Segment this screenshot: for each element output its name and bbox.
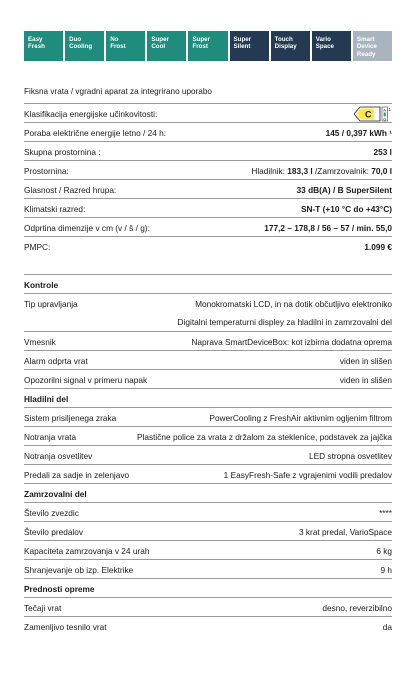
feature-label: Duo <box>69 36 82 43</box>
row-value: 6 kg <box>376 546 392 556</box>
feature-label: Vario <box>315 36 331 43</box>
feature-label: Fresh <box>28 43 45 51</box>
section-heading-fridge <box>24 388 392 407</box>
row-value: LED stropna osvetlitev <box>308 451 392 461</box>
table-row <box>24 331 392 350</box>
product-subtitle: Fiksna vrata / vgradni aparat za integrirano uporabo <box>24 87 212 96</box>
row-value: viden in slišen <box>339 375 392 385</box>
table-row <box>24 445 392 464</box>
row-label: Alarm odprta vrat <box>24 356 88 366</box>
feature-label: Super <box>233 36 252 43</box>
row-value: Monokromatski LCD, in na dotik občutljivo elektroniko <box>195 299 392 309</box>
feature-label: Easy <box>28 36 43 43</box>
spec-row-volume <box>24 160 392 179</box>
feature-label: No <box>110 36 119 43</box>
spec-row-noise <box>24 179 392 198</box>
table-row <box>24 369 392 388</box>
feature-badge-supersilent <box>230 31 269 61</box>
feature-badge-variospace <box>312 31 351 61</box>
feature-badge-touchdisplay <box>271 31 310 61</box>
feature-label: Smart <box>356 36 375 43</box>
section-heading-controls <box>24 274 392 293</box>
feature-badge-smartdeviceready <box>353 31 392 61</box>
spec-value <box>251 166 392 176</box>
table-row <box>24 407 392 426</box>
feature-label: Cooling <box>69 43 93 51</box>
spec-value: 33 dB(A) / B SuperSilent <box>296 185 392 195</box>
spec-label: Skupna prostornina : <box>24 147 101 157</box>
table-row <box>24 350 392 369</box>
table-row <box>24 540 392 559</box>
row-label: Kapaciteta zamrzovanja v 24 urah <box>24 546 150 556</box>
row-label: Tip upravljanja <box>24 299 78 309</box>
row-value: Naprava SmartDeviceBox: kot izbirna dodatna oprema <box>191 337 392 347</box>
feature-label: Display <box>274 43 297 51</box>
row-label: Sistem prisiljenega zraka <box>24 413 117 423</box>
row-label: Število predalov <box>24 527 84 537</box>
feature-badge-nofrost <box>106 31 145 61</box>
spec-table <box>24 103 392 635</box>
spec-value-fridge: 183,3 l <box>287 166 313 176</box>
energy-class-letter: C <box>365 109 372 120</box>
feature-label: Super <box>151 36 169 43</box>
spec-value: 1.099 € <box>364 242 392 252</box>
spec-row-energy-class <box>24 103 392 122</box>
spec-value-part-label: /Zamrzovalnik: <box>312 166 372 176</box>
feature-badges <box>24 31 392 61</box>
spec-value-part-label: Hladilnik: <box>251 166 288 176</box>
spec-label: Klasifikacija energijske učinkovitosti: <box>24 109 158 119</box>
energy-label-icon <box>354 106 392 122</box>
spec-value: 177,2 – 178,8 / 56 – 57 / min. 55,0 <box>264 223 392 233</box>
feature-badge-superfrost <box>188 31 227 61</box>
table-row <box>24 559 392 578</box>
feature-label: Cool <box>151 43 166 51</box>
row-label: Število zvezdic <box>24 508 79 518</box>
feature-label: Touch <box>274 36 293 43</box>
row-value: Plastične police za vrata z držalom za steklenice, podstavek za jajčka <box>136 432 392 442</box>
row-value: viden in slišen <box>339 356 392 366</box>
spec-value: SN-T (+10 °C do +43°C) <box>300 204 392 214</box>
row-label: Tečaji vrat <box>24 603 62 613</box>
energy-footnote: 1 <box>388 107 392 112</box>
spec-value-freezer: 70,0 l <box>371 166 392 176</box>
row-label: Predali za sadje in zelenjavo <box>24 470 130 480</box>
feature-label: Space <box>315 43 334 51</box>
row-value: PowerCooling z FreshAir aktivnim ogljenim filtrom <box>209 413 392 423</box>
table-row <box>24 521 392 540</box>
row-value: 9 h <box>380 565 392 575</box>
feature-label: Silent <box>233 43 251 51</box>
row-label: Zamenljivo tesnilo vrat <box>24 622 107 632</box>
spec-label: Glasnost / Razred hrupa: <box>24 185 117 195</box>
row-label: Shranjevanje ob izp. Elektrike <box>24 565 134 575</box>
table-row <box>24 464 392 483</box>
spec-row-climate-class <box>24 198 392 217</box>
spec-row-niche-dimensions <box>24 217 392 236</box>
spacer <box>24 255 392 274</box>
row-label: Vmesnik <box>24 337 56 347</box>
feature-label: Ready <box>356 50 376 58</box>
spec-label: Odprtina dimenzije v cm (v / š / g): <box>24 223 150 233</box>
row-label: Notranja osvetlitev <box>24 451 93 461</box>
feature-badge-duocooling <box>65 31 104 61</box>
feature-label: Super <box>192 36 210 43</box>
feature-label: Frost <box>192 43 208 51</box>
energy-scale-top: A <box>383 107 386 113</box>
row-label: Opozorilni signal v primeru napak <box>24 375 148 385</box>
row-value: **** <box>379 508 392 518</box>
feature-badge-supercool <box>147 31 186 61</box>
table-row <box>24 597 392 616</box>
row-value: desno, reverzibilno <box>322 603 392 613</box>
spec-row-energy-consumption <box>24 122 392 141</box>
section-heading-freezer <box>24 483 392 502</box>
section-title: Kontrole <box>24 280 59 290</box>
spec-value: 253 l <box>373 147 392 157</box>
row-label: Notranja vrata <box>24 432 77 442</box>
spec-label: Klimatski razred: <box>24 204 86 214</box>
table-row <box>24 616 392 635</box>
section-heading-equipment <box>24 578 392 597</box>
spec-label: Poraba električne energije letno / 24 h: <box>24 128 167 138</box>
feature-label: Frost <box>110 43 126 51</box>
spec-label: Prostornina: <box>24 166 69 176</box>
table-row <box>24 426 392 445</box>
table-row <box>24 312 392 331</box>
spec-row-price <box>24 236 392 255</box>
feature-badge-easyfresh <box>24 31 63 61</box>
spec-row-total-volume <box>24 141 392 160</box>
spec-value: 145 / 0,397 kWh ¹ <box>325 128 392 138</box>
section-title: Zamrzovalni del <box>24 489 87 499</box>
row-value: 1 EasyFresh-Safe z vgrajenimi vodili predalov <box>223 470 392 480</box>
energy-scale-bottom: G <box>383 116 387 122</box>
feature-label: Device <box>356 43 377 51</box>
section-title: Prednosti opreme <box>24 584 95 594</box>
table-row <box>24 502 392 521</box>
section-title: Hladilni del <box>24 394 69 404</box>
row-value: Digitalni temperaturni displey za hladilni in zamrzovalni del <box>177 317 392 327</box>
table-row <box>24 293 392 312</box>
row-value: 3 krat predal, VarioSpace <box>298 527 392 537</box>
spec-label: PMPC: <box>24 242 51 252</box>
row-value: da <box>382 622 392 632</box>
